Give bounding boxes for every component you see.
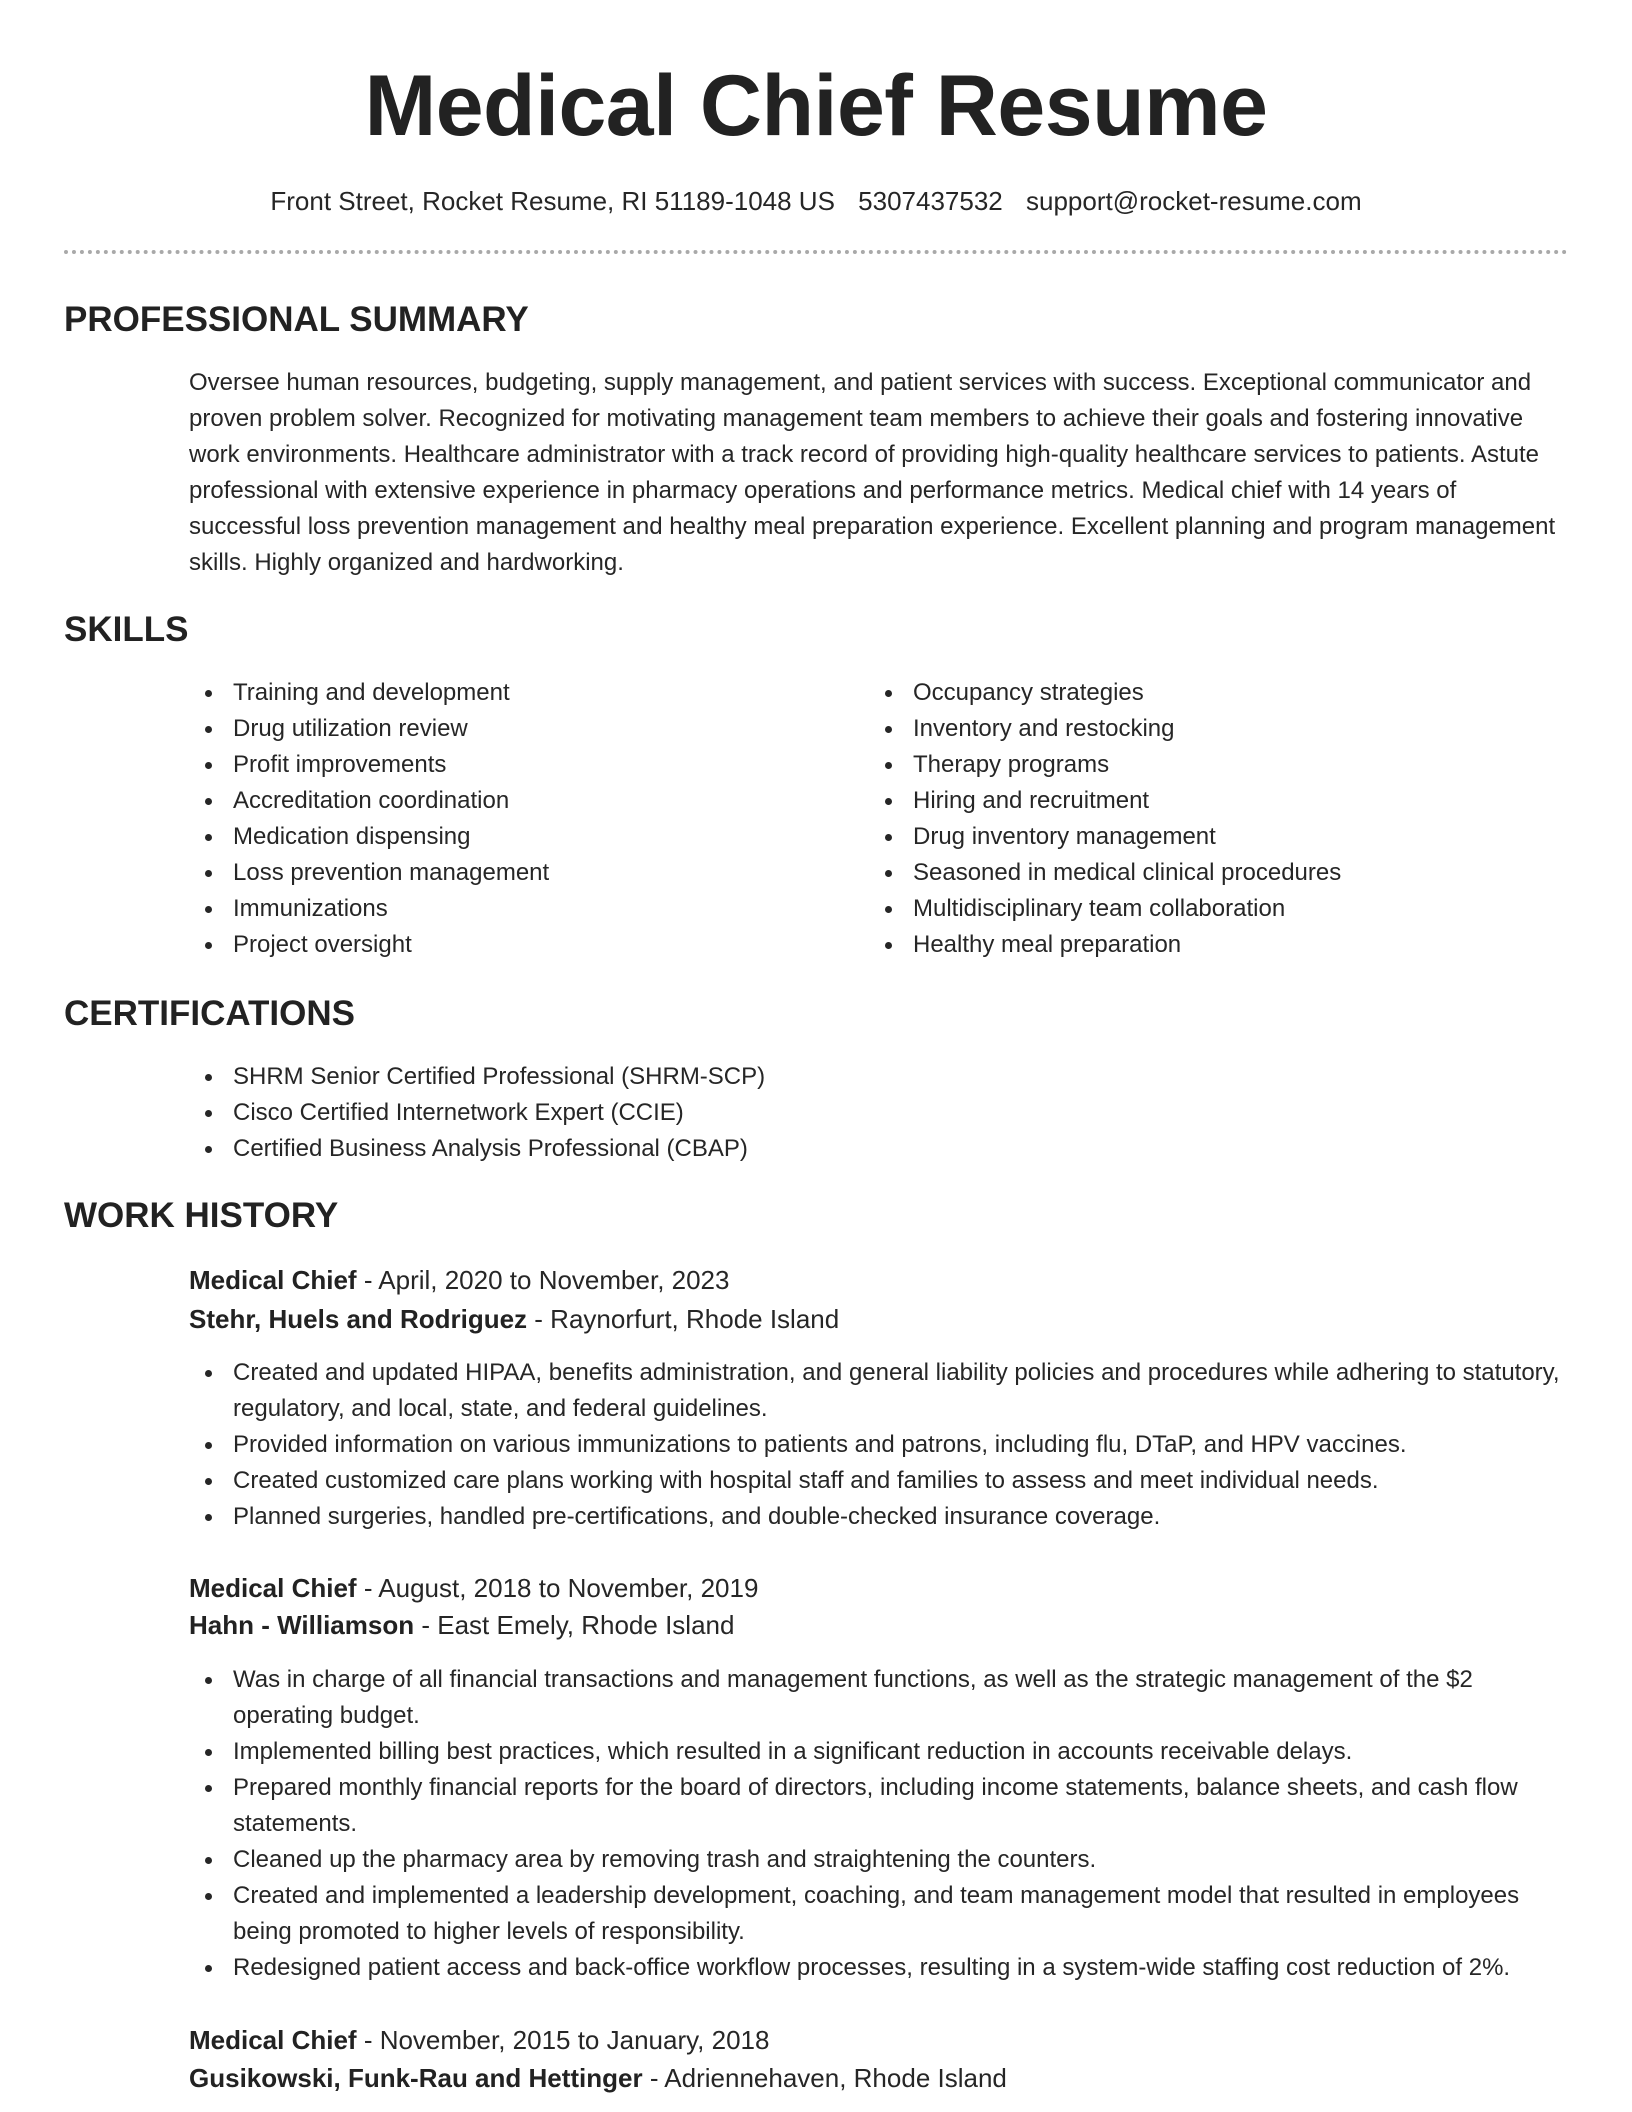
job-dates: - April, 2020 to November, 2023 (356, 1265, 730, 1295)
job-location: - East Emely, Rhode Island (414, 1610, 735, 1640)
job-bullet: Was in charge of all financial transactions and management functions, as well as the strategic management of the $2 operating budget. (189, 1662, 1569, 1734)
job-company-line (189, 1301, 839, 1337)
certifications-heading: CERTIFICATIONS (64, 994, 356, 1033)
job-title-line (189, 1570, 758, 1606)
job-bullet: Created and implemented a leadership development, coaching, and team management model that resulted in employees being promoted to higher levels of responsibility. (189, 1878, 1569, 1950)
job-bullet: Redesigned patient access and back-office workflow processes, resulting in a system-wide staffing cost reduction of 2%. (189, 1950, 1569, 1986)
skill-item: Seasoned in medical clinical procedures (869, 855, 1569, 891)
skills-list-right (869, 675, 1569, 963)
job-bullet: Created customized care plans working with hospital staff and families to assess and meet individual needs. (189, 1463, 1569, 1499)
contact-email: support@rocket-resume.com (1026, 186, 1362, 216)
certification-item: Certified Business Analysis Professional (CBAP) (189, 1131, 1569, 1167)
skill-item: Training and development (189, 675, 829, 711)
job-company-line (189, 1607, 734, 1643)
skill-item: Accreditation coordination (189, 783, 829, 819)
work-history-heading: WORK HISTORY (64, 1196, 339, 1235)
job-bullet: Implemented billing best practices, which resulted in a significant reduction in accounts receivable delays. (189, 1734, 1569, 1770)
job-bullets (189, 1662, 1569, 1986)
skill-item: Medication dispensing (189, 819, 829, 855)
skill-item: Multidisciplinary team collaboration (869, 891, 1569, 927)
job-dates: - August, 2018 to November, 2019 (356, 1573, 759, 1603)
certification-item: SHRM Senior Certified Professional (SHRM-SCP) (189, 1059, 1569, 1095)
contact-address: Front Street, Rocket Resume, RI 51189-1048 US (270, 186, 835, 216)
skills-heading: SKILLS (64, 610, 189, 649)
summary-text: Oversee human resources, budgeting, supply management, and patient services with success. Exceptional communicator and proven problem solver. Recognized for motivating management team members to achieve their goals and fostering innovative work environments. Healthcare administrator with a track record of providing high-quality healthcare services to patients. Astute professional with extensive experience in pharmacy operations and performance metrics. Medical chief with 14 years of successful loss prevention management and healthy meal preparation experience. Excellent planning and program management skills. Highly organized and hardworking. (189, 369, 1556, 576)
resume-title: Medical Chief Resume (364, 58, 1268, 154)
job-location: - Raynorfurt, Rhode Island (527, 1304, 840, 1334)
job-bullet: Prepared monthly financial reports for the board of directors, including income statements, balance sheets, and cash flow statements. (189, 1770, 1569, 1842)
skill-item: Immunizations (189, 891, 829, 927)
job-company: Hahn - Williamson (189, 1610, 415, 1640)
skill-item: Profit improvements (189, 747, 829, 783)
job-bullet: Cleaned up the pharmacy area by removing trash and straightening the counters. (189, 1842, 1569, 1878)
job-bullet: Planned surgeries, handled pre-certifications, and double-checked insurance coverage. (189, 1499, 1569, 1535)
job-company: Gusikowski, Funk-Rau and Hettinger (189, 2063, 643, 2093)
job-title: Medical Chief (189, 1573, 357, 1603)
skill-item: Drug inventory management (869, 819, 1569, 855)
skill-item: Healthy meal preparation (869, 927, 1569, 963)
job-title: Medical Chief (189, 1265, 357, 1295)
job-title: Medical Chief (189, 2025, 357, 2055)
job-company: Stehr, Huels and Rodriguez (189, 1304, 528, 1334)
job-company-line (189, 2060, 1007, 2096)
job-title-line (189, 1262, 729, 1298)
skill-item: Project oversight (189, 927, 829, 963)
certification-item: Cisco Certified Internetwork Expert (CCIE) (189, 1095, 1569, 1131)
header-divider (64, 250, 1568, 254)
skill-item: Occupancy strategies (869, 675, 1569, 711)
skill-item: Therapy programs (869, 747, 1569, 783)
contact-line (0, 184, 1632, 218)
job-location: - Adriennehaven, Rhode Island (642, 2063, 1007, 2093)
skill-item: Loss prevention management (189, 855, 829, 891)
skill-item: Inventory and restocking (869, 711, 1569, 747)
skills-list-left (189, 675, 829, 963)
certifications-list (189, 1059, 1569, 1167)
job-bullets (189, 1355, 1569, 1535)
contact-phone: 5307437532 (858, 186, 1003, 216)
skill-item: Drug utilization review (189, 711, 829, 747)
job-title-line (189, 2022, 769, 2058)
summary-heading: PROFESSIONAL SUMMARY (64, 300, 529, 339)
job-bullet: Created and updated HIPAA, benefits administration, and general liability policies and procedures while adhering to statutory, regulatory, and local, state, and federal guidelines. (189, 1355, 1569, 1427)
job-bullet: Provided information on various immunizations to patients and patrons, including flu, DTaP, and HPV vaccines. (189, 1427, 1569, 1463)
skill-item: Hiring and recruitment (869, 783, 1569, 819)
job-dates: - November, 2015 to January, 2018 (356, 2025, 770, 2055)
